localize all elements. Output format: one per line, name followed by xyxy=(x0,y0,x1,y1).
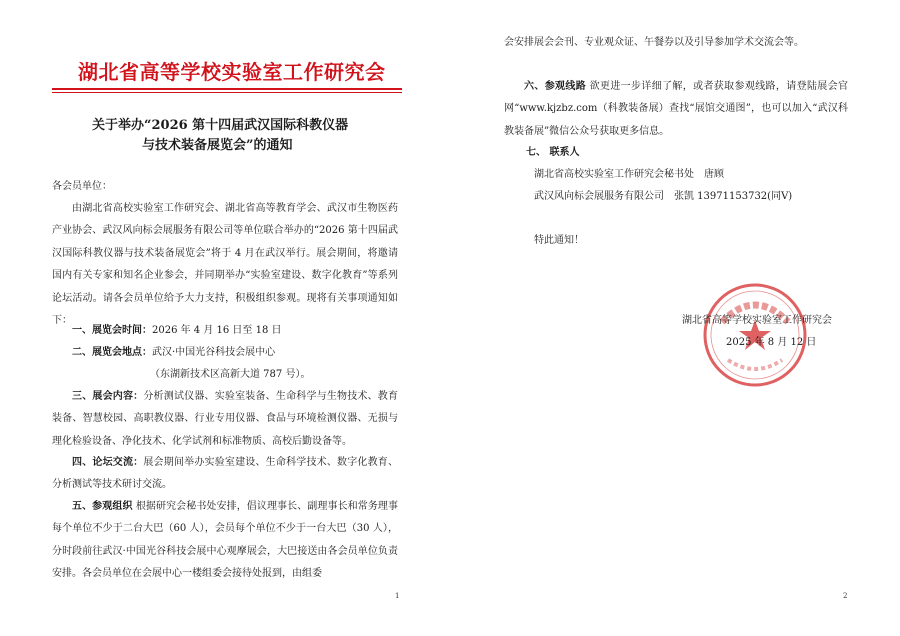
page-number: 1 xyxy=(395,592,400,600)
item-visit-organization xyxy=(52,496,398,586)
item-text: 2026 年 4 月 16 日至 18 日 xyxy=(152,325,282,336)
item-label: 三、展会内容： xyxy=(72,391,144,402)
intro-paragraph: 由湖北省高校实验室工作研究会、湖北省高等教育学会、武汉市生物医药产业协会、武汉风向标会展服务有限公司等单位联合举办的“2026 第十四届武汉国际科教仪器与技术装备展览会”将于 4 月在武汉举行。展会期间，将邀请国内有关专家和知名企业参会，并同期举办“实验室建设、数字化教育”等系列论坛活动。请各会员单位给予大力支持，积极组织参观。现将有关事项通知如下： xyxy=(52,203,398,327)
item-label: 五、参观组织 xyxy=(72,501,133,512)
item-visit-organization-continued: 会安排展会会刊、专业观众证、午餐券以及引导参加学术交流会等。 xyxy=(504,37,804,48)
page-2 xyxy=(450,0,900,636)
title-rule-thick xyxy=(52,88,402,90)
item-text: 武汉·中国光谷科技会展中心 xyxy=(152,347,276,358)
salutation: 各会员单位： xyxy=(52,181,112,192)
signature-date: 2025 年 8 月 12 日 xyxy=(726,337,817,348)
venue-address: （东湖新技术区高新大道 787 号）。 xyxy=(150,369,311,380)
item-label: 四、论坛交流： xyxy=(72,457,144,468)
org-title: 湖北省高等学校实验室工作研究会 xyxy=(78,60,386,84)
closing-text: 特此通知！ xyxy=(534,235,584,246)
signature-organization: 湖北省高等学校实验室工作研究会 xyxy=(682,315,832,326)
item-forum xyxy=(52,452,398,497)
item-text: 展会期间举办实验室建设、生命科学技术、数字化教育、分析测试等技术研讨交流。 xyxy=(52,457,399,491)
item-visit-route xyxy=(504,76,848,143)
item-contacts-heading xyxy=(526,142,726,164)
title-rule-thin xyxy=(52,92,402,93)
item-text: 欲更进一步详细了解，或者获取参观线路，请登陆展会官网“www.kjzbz.com（科教装备展）查找“展馆交通图”，也可以加入“武汉科教装备展”微信公众号获取更多信息。 xyxy=(504,81,848,137)
item-exhibition-content xyxy=(52,386,398,453)
item-label: 一、展览会时间： xyxy=(72,325,152,336)
doc-title-line2: 与技术装备展览会”的通知 xyxy=(142,138,293,153)
item-exhibition-venue xyxy=(52,342,398,364)
item-text: 根据研究会秘书处安排，倡议理事长、副理事长和常务理事每个单位不少于二台大巴（60 人），会员每个单位不少于一台大巴（30 人），分时段前往武汉·中国光谷科技会展中心观摩展会，大巴接送由各会员单位负责安排。各会员单位在会展中心一楼组委会接待处报到，由组委 xyxy=(52,501,399,580)
contact-secretariat: 湖北省高校实验室工作研究会秘书处 唐顾 xyxy=(534,169,724,180)
item-label: 七、 联系人 xyxy=(526,147,580,158)
item-label: 六、参观线路 xyxy=(524,81,587,92)
contact-exhibition-company: 武汉风向标会展服务有限公司 张凯 13971153732(同V) xyxy=(534,191,793,202)
page-number: 2 xyxy=(843,592,848,600)
item-exhibition-time xyxy=(52,320,398,342)
item-label: 二、展览会地点： xyxy=(72,347,152,358)
doc-title-line1: 关于举办“2026 第十四届武汉国际科教仪器 xyxy=(92,118,349,133)
item-text: 分析测试仪器、实验室装备、生命科学与生物技术、教育装备、智慧校园、高职教仪器、行业专用仪器、食品与环境检测仪器、无损与理化检验设备、净化技术、化学试剂和标准物质、高校后勤设备等。 xyxy=(52,391,399,447)
